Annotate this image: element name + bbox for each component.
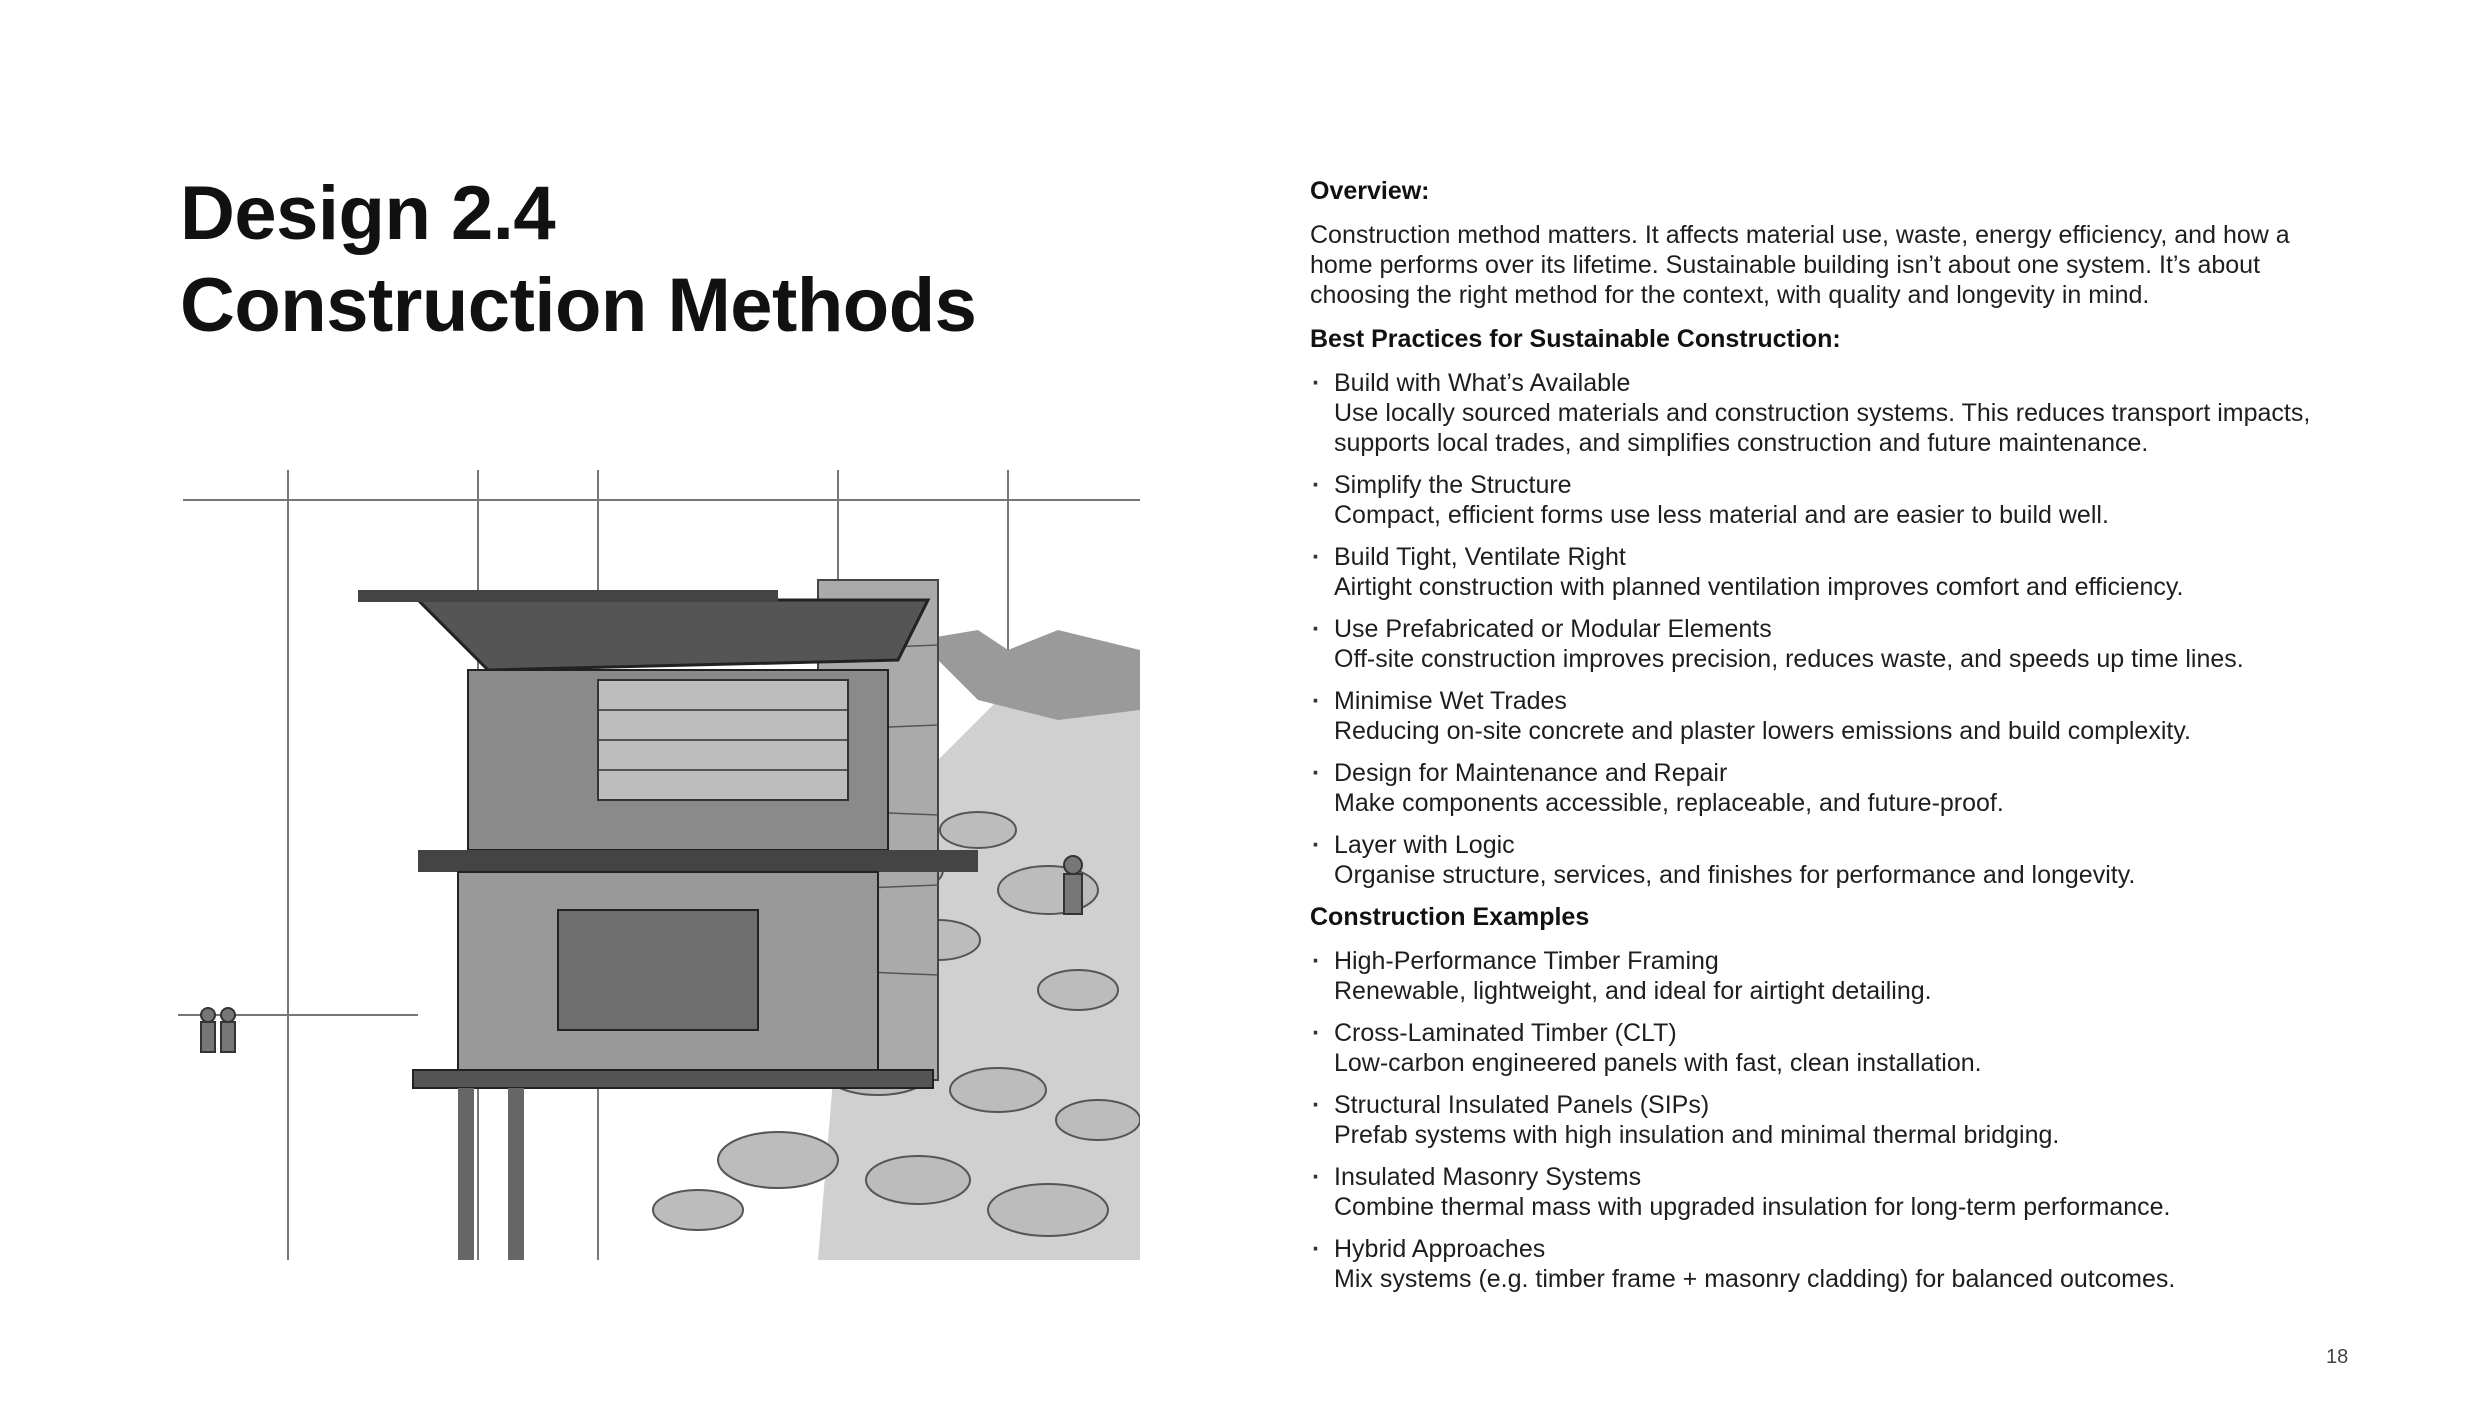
house-sketch-illustration — [178, 470, 1140, 1260]
list-item — [1310, 1162, 2330, 1222]
list-item — [1310, 830, 2330, 890]
list-item — [1310, 1018, 2330, 1078]
item-description: Compact, efficient forms use less material and are easier to build well. — [1334, 501, 2109, 529]
item-title: · Simplify the Structure — [1334, 471, 1572, 499]
best-practices-heading: Best Practices for Sustainable Construction: — [1310, 325, 1841, 353]
page-number: 18 — [2326, 1346, 2349, 1368]
item-description: Combine thermal mass with upgraded insulation for long-term performance. — [1334, 1193, 2171, 1221]
item-description: Prefab systems with high insulation and minimal thermal bridging. — [1334, 1121, 2060, 1149]
overview-text: Construction method matters. It affects material use, waste, energy efficiency, and how a home performs over its lifetime. Sustainable building isn’t about one system. It’s about choosing the right method for the context, with quality and longevity in mind. — [1310, 221, 2290, 309]
item-description: Make components accessible, replaceable, and future-proof. — [1334, 789, 2004, 817]
best-practices-list — [1310, 368, 2330, 890]
list-item — [1310, 1234, 2330, 1294]
list-item — [1310, 542, 2330, 602]
title-line-1: Design 2.4 — [180, 171, 556, 256]
item-title: · Hybrid Approaches — [1334, 1235, 1546, 1263]
list-item — [1310, 1090, 2330, 1150]
item-description: Reducing on-site concrete and plaster lowers emissions and build complexity. — [1334, 717, 2191, 745]
content-column — [1310, 176, 2330, 1306]
item-title: · Layer with Logic — [1334, 831, 1515, 859]
examples-heading: Construction Examples — [1310, 903, 1590, 931]
item-description: Mix systems (e.g. timber frame + masonry cladding) for balanced outcomes. — [1334, 1265, 2176, 1293]
title-line-2: Construction Methods — [180, 263, 977, 348]
item-title: · Insulated Masonry Systems — [1334, 1163, 1642, 1191]
item-title: · Cross-Laminated Timber (CLT) — [1334, 1019, 1677, 1047]
item-title: · Build Tight, Ventilate Right — [1334, 543, 1626, 571]
list-item — [1310, 946, 2330, 1006]
item-description: Low-carbon engineered panels with fast, clean installation. — [1334, 1049, 1982, 1077]
page-title — [180, 168, 976, 352]
item-title: · Structural Insulated Panels (SIPs) — [1334, 1091, 1710, 1119]
item-title: · Minimise Wet Trades — [1334, 687, 1567, 715]
item-description: Renewable, lightweight, and ideal for airtight detailing. — [1334, 977, 1932, 1005]
item-title: · Build with What’s Available — [1334, 369, 1631, 397]
overview-heading: Overview: — [1310, 177, 1430, 205]
list-item — [1310, 686, 2330, 746]
list-item — [1310, 614, 2330, 674]
item-title: · Design for Maintenance and Repair — [1334, 759, 1728, 787]
item-description: Off-site construction improves precision, reduces waste, and speeds up time lines. — [1334, 645, 2244, 673]
list-item — [1310, 368, 2330, 458]
item-description: Airtight construction with planned ventilation improves comfort and efficiency. — [1334, 573, 2184, 601]
item-description: Organise structure, services, and finishes for performance and longevity. — [1334, 861, 2136, 889]
examples-list — [1310, 946, 2330, 1294]
item-title: · Use Prefabricated or Modular Elements — [1334, 615, 1772, 643]
item-description: Use locally sourced materials and construction systems. This reduces transport impacts, supports local trades, and simplifies construction and future maintenance. — [1334, 399, 2311, 457]
list-item — [1310, 470, 2330, 530]
list-item — [1310, 758, 2330, 818]
item-title: · High-Performance Timber Framing — [1334, 947, 1719, 975]
